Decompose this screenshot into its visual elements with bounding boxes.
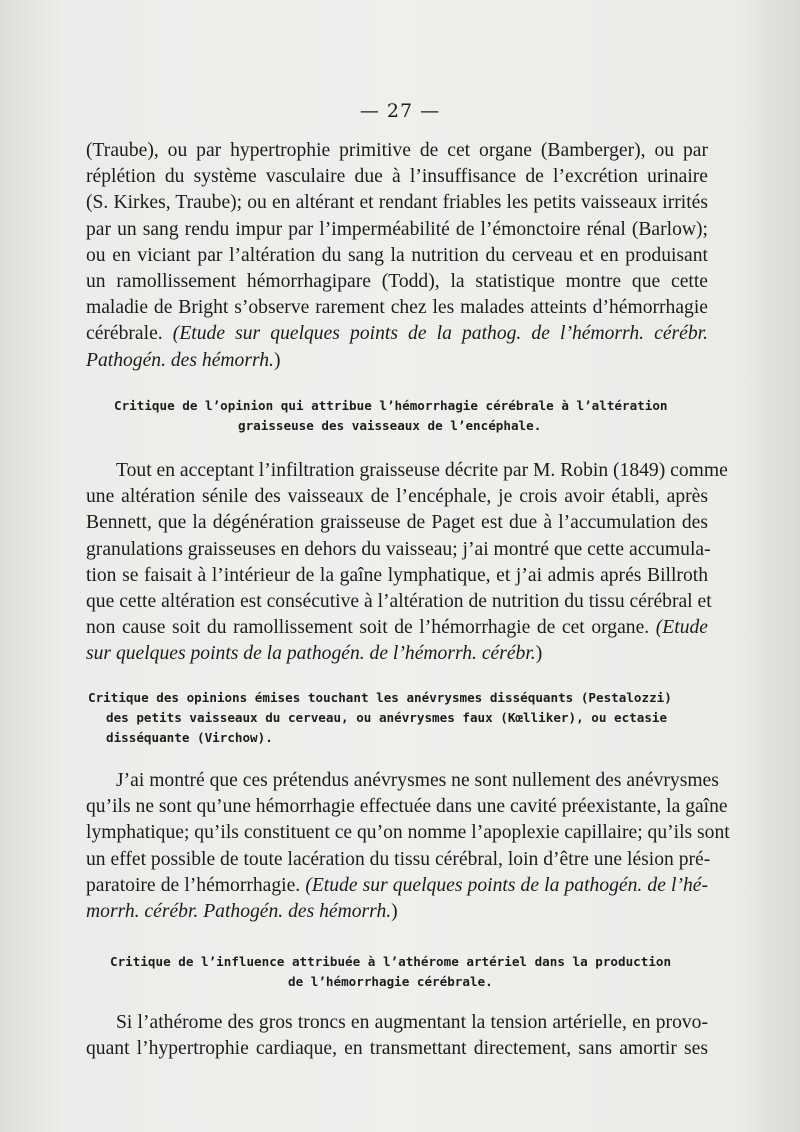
citation: Pathogén. des hémorrh.	[86, 349, 274, 371]
citation: sur quelques points de la pathogén. de l’hémorrh. cérébr.	[86, 643, 536, 665]
paragraph-line: (Traube), ou par hypertrophie primitive de cet organe (Bamberger), ou par	[86, 140, 708, 161]
paragraph-line: quant l’hypertrophie cardiaque, en transmettant directement, sans amortir ses	[86, 1038, 708, 1060]
paragraph-text: non cause soit du ramollissement soit de l’hémorrhagie de cet organe.	[86, 617, 650, 639]
paragraph-line: par un sang rendu impur par l’imperméabilité de l’émonctoire rénal (Barlow);	[86, 218, 708, 240]
paragraph-line	[86, 348, 708, 374]
paragraph-line: J’ai montré que ces prétendus anévrysmes ne sont nullement des anévrysmes	[116, 770, 719, 791]
heading-line: disséquante (Virchow).	[106, 730, 273, 745]
heading-line: des petits vaisseaux du cerveau, ou anévrysmes faux (Kœlliker), ou ectasie	[106, 710, 668, 725]
citation: (Etude	[655, 617, 708, 639]
paragraph-line: Bennett, que la dégénération graisseuse de Paget est due à l’accumulation des	[86, 512, 708, 534]
paragraph-1	[86, 138, 708, 374]
paragraph-line: lymphatique; qu’ils constituent ce qu’on nomme l’apoplexie capillaire; qu’ils sont	[86, 822, 730, 844]
paragraph-line: un effet possible de toute lacération du tissu cérébral, loin d’être une lésion pré-	[86, 848, 711, 870]
paragraph-line	[86, 899, 708, 925]
paragraph-line: tion se faisait à l’intérieur de la gaîne lymphatique, et j’ai admis aprés Billroth	[86, 564, 708, 586]
paragraph-line: Tout en acceptant l’infiltration graisseuse décrite par M. Robin (1849) comme	[116, 460, 728, 481]
paragraph-line: granulations graisseuses en dehors du vaisseau; j’ai montré que cette accumula-	[86, 538, 711, 560]
paragraph-2	[86, 458, 728, 668]
paragraph-line	[86, 873, 708, 899]
paragraph-line	[86, 641, 708, 667]
citation-close: )	[535, 643, 543, 665]
heading-line: Critique de l’influence attribuée à l’athérome artériel dans la production	[110, 954, 672, 969]
citation: morrh. cérébr. Pathogén. des hémorrh.	[86, 901, 392, 923]
paragraph-line	[86, 615, 708, 641]
citation: (Etude sur quelques points de la pathogén. de l’hé-	[305, 874, 708, 896]
paragraph-4	[86, 1010, 708, 1062]
paragraph-line: (S. Kirkes, Traube); ou en altérant et rendant friables les petits vaisseaux irrités	[86, 192, 708, 214]
heading-line: Critique des opinions émises touchant les anévrysmes disséquants (Pestalozzi)	[88, 690, 672, 705]
heading-line: de l’hémorrhagie cérébrale.	[288, 974, 493, 989]
section-heading-3	[110, 952, 700, 992]
paragraph-line: maladie de Bright s’observe rarement chez les malades atteints d’hémorrhagie	[86, 297, 708, 319]
paragraph-line: ou en viciant par l’altération du sang la nutrition du cerveau et en produisant	[86, 244, 708, 266]
heading-line: graisseuse des vaisseaux de l’encéphale.	[238, 418, 542, 433]
paragraph-line: une altération sénile des vaisseaux de l’encéphale, je crois avoir établi, après	[86, 486, 708, 508]
paragraph-line: qu’ils ne sont qu’une hémorrhagie effectuée dans une cavité préexistante, la gaîne	[86, 796, 728, 818]
paragraph-line: réplétion du système vasculaire due à l’insuffisance de l’excrétion urinaire	[86, 166, 708, 188]
citation-close: )	[273, 349, 281, 371]
paragraph-line: un ramollissement hémorrhagipare (Todd), la statistique montre que cette	[86, 271, 708, 293]
section-heading-2	[88, 688, 708, 748]
paragraph-3	[86, 768, 730, 925]
section-heading-1	[114, 396, 704, 436]
citation-close: )	[391, 901, 398, 923]
paragraph-line: que cette altération est consécutive à l’altération de nutrition du tissu cérébral et	[86, 591, 712, 613]
citation: (Etude sur quelques points de la pathog. de l’hémorrh. cérébr.	[172, 323, 708, 345]
paragraph-text: cérébrale.	[86, 323, 163, 345]
paragraph-text: paratoire de l’hémorrhagie.	[86, 874, 301, 896]
page-number: — 27 —	[359, 100, 441, 122]
heading-line: Critique de l’opinion qui attribue l’hémorrhagie cérébrale à l’altération	[114, 398, 668, 413]
paragraph-line	[86, 321, 708, 347]
paragraph-line: Si l’athérome des gros troncs en augmentant la tension artérielle, en provo-	[116, 1012, 708, 1033]
